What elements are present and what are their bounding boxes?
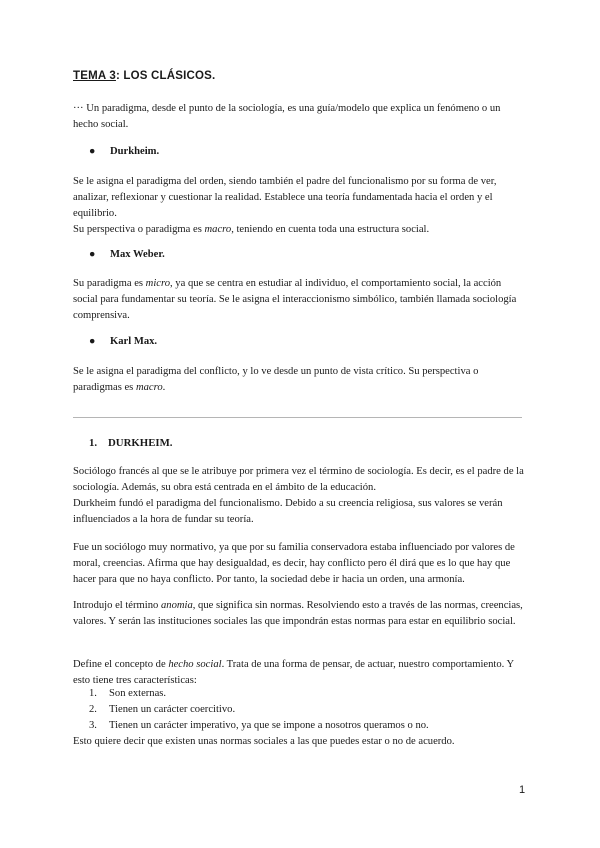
marx-text-a: Se le asigna el paradigma del conflicto, y lo ve desde un punto de vista crítico. Su perspectiva o paradigmas es <box>73 366 479 393</box>
section-paragraph-3: Fue un sociólogo muy normativo, ya que por su familia conservadora estaba influenciado por valores de moral, creencias. Afirma que hay desigualdad, es decir, hay conflicto pero él dirá que es lo que hay que hacer para que no haya conflicto. Por tanto, la sociedad debe ir hacia un orden, una armonía. <box>73 542 515 585</box>
section-title: DURKHEIM. <box>108 437 173 449</box>
durkheim-paragraph <box>73 174 525 238</box>
bullet-label: Durkheim. <box>110 146 160 157</box>
title-prefix: TEMA 3 <box>73 70 116 82</box>
bullet-dot-icon: ● <box>89 146 96 157</box>
list-item-text: Tienen un carácter coercitivo. <box>109 704 236 715</box>
hecho-text-b: . Trata de una forma de pensar, de actuar, nuestro comportamiento. Y esto tiene tres características: <box>73 659 514 686</box>
durkheim-text-2-em: macro <box>204 224 232 235</box>
intro-paragraph: ··· Un paradigma, desde el punto de la sociología, es una guía/modelo que explica un fenómeno o un hecho social. <box>73 103 501 130</box>
bullet-marx <box>89 336 157 347</box>
weber-text-b: , ya que se centra en estudiar al individuo, el comportamiento social, la acción social para fundamentar su teoría. Se le asigna el interaccionismo simbólico, también llamada sociología comprensiva. <box>73 278 517 321</box>
section-text-1: Sociólogo francés al que se le atribuye por primera vez el término de sociología. Es decir, es el padre de la sociología. Además, su obra está centrada en el ámbito de la educación. <box>73 466 524 493</box>
weber-text-em: micro <box>145 278 170 289</box>
page-title <box>73 70 215 82</box>
section-paragraph-5 <box>73 657 525 689</box>
durkheim-text-2b: , teniendo en cuenta toda una estructura social. <box>231 224 430 235</box>
list-item-text: Tienen un carácter imperativo, ya que se impone a nosotros queramos o no. <box>109 720 429 731</box>
anomia-text-a: Introdujo el término <box>73 600 161 611</box>
bullet-dot-icon: ● <box>89 249 96 260</box>
list-item <box>89 686 166 702</box>
section-text-2: Durkheim fundó el paradigma del funcionalismo. Debido a su creencia religiosa, sus valores se verán influenciados a la hora de fundar su teoría. <box>73 498 503 525</box>
list-item-number: 1. <box>89 688 97 699</box>
list-item-number: 3. <box>89 720 97 731</box>
weber-text-a: Su paradigma es <box>73 278 146 289</box>
page-number: 1 <box>519 784 526 796</box>
section-paragraph-4 <box>73 598 525 630</box>
marx-text-b: . <box>162 382 166 393</box>
list-item <box>89 702 235 718</box>
bullet-dot-icon: ● <box>89 336 96 347</box>
list-item <box>89 718 429 734</box>
bullet-label: Karl Max. <box>110 336 158 347</box>
durkheim-text-2a: Su perspectiva o paradigma es <box>73 224 205 235</box>
section-paragraph-6: Esto quiere decir que existen unas normas sociales a las que puedes estar o no de acuerdo. <box>73 736 455 747</box>
anomia-text-b: , que significa sin normas. Resolviendo esto a través de las normas, creencias, valores. Y serán las instituciones sociales las que impondrán estas normas para estar en equilibrio social. <box>73 600 523 627</box>
weber-paragraph <box>73 276 525 324</box>
bullet-label: Max Weber. <box>110 249 165 260</box>
marx-paragraph <box>73 364 525 396</box>
durkheim-text-1: Se le asigna el paradigma del orden, siendo también el padre del funcionalismo por su forma de ver, analizar, reflexionar y cuestionar la realidad. Establece una teoría fundamentada hacia el orden y el equilibrio. <box>73 176 497 219</box>
bullet-weber <box>89 249 165 260</box>
hecho-text-a: Define el concepto de <box>73 659 169 670</box>
hecho-text-em: hecho social <box>168 659 222 670</box>
horizontal-divider <box>73 417 522 418</box>
list-item-text: Son externas. <box>109 688 167 699</box>
marx-text-em: macro <box>135 382 163 393</box>
title-rest: : LOS CLÁSICOS. <box>115 70 216 82</box>
bullet-durkheim <box>89 146 159 157</box>
section-paragraph-1 <box>73 464 525 528</box>
anomia-text-em: anomia <box>160 600 193 611</box>
section-number: 1. <box>89 437 98 449</box>
section-heading <box>89 437 172 449</box>
list-item-number: 2. <box>89 704 97 715</box>
